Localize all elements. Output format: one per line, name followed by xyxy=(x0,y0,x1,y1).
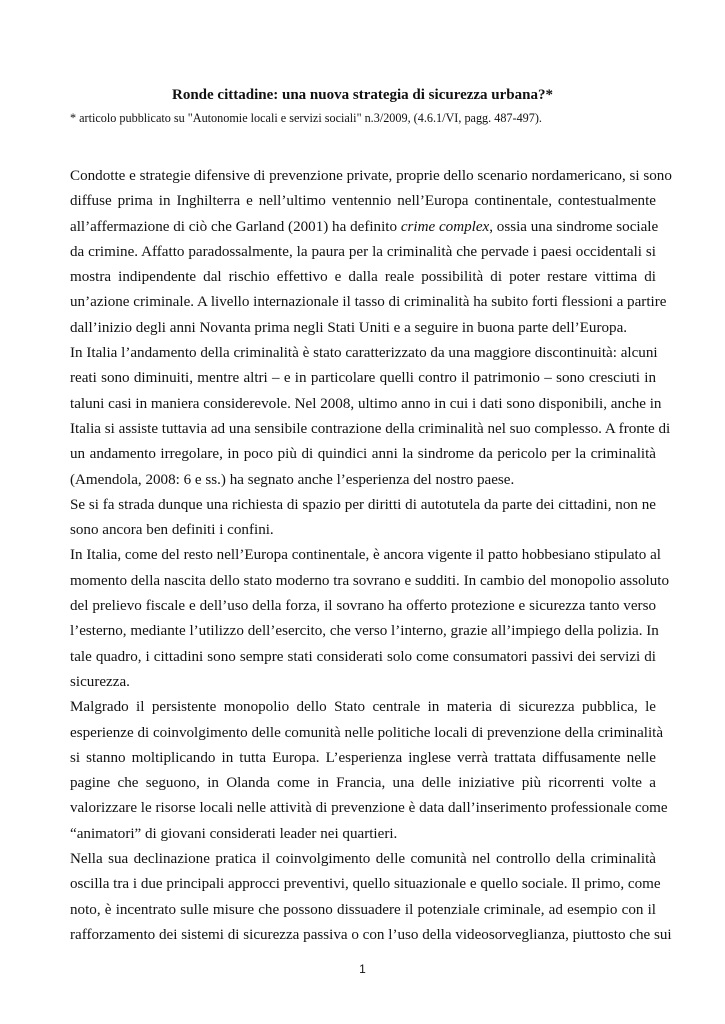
text-line: (Amendola, 2008: 6 e ss.) ha segnato anche l’esperienza del nostro paese. xyxy=(70,471,515,488)
text-line: noto, è incentrato sulle misure che possono dissuadere il potenziale criminale, ad esempio con il xyxy=(70,901,656,918)
text-line: In Italia l’andamento della criminalità è stato caratterizzato da una maggiore discontinuità: alcuni xyxy=(70,345,658,362)
paragraph-3 xyxy=(70,493,656,544)
text-line: un’azione criminale. A livello internazionale il tasso di criminalità ha subito forti flessioni a partire xyxy=(70,294,667,311)
text-line: oscilla tra i due principali approcci preventivi, quello situazionale e quello sociale. Il primo, come xyxy=(70,876,661,893)
text-line: reati sono diminuiti, mentre altri – e in particolare quelli contro il patrimonio – sono cresciuti in xyxy=(70,370,656,387)
paragraph-5 xyxy=(70,695,668,847)
text-line: esperienze di coinvolgimento delle comunità nelle politiche locali di prevenzione della criminalità xyxy=(70,724,664,741)
document-title: Ronde cittadine: una nuova strategia di sicurezza urbana?* xyxy=(172,87,553,103)
text-line: tale quadro, i cittadini sono sempre stati considerati solo come consumatori passivi dei servizi di xyxy=(70,648,656,665)
text-line: si stanno moltiplicando in tutta Europa. L’esperienza inglese verrà trattata diffusamente nelle xyxy=(70,749,656,766)
document-body xyxy=(70,164,672,948)
paragraph-4 xyxy=(70,543,670,695)
text-line: “animatori” di giovani considerati leader nei quartieri. xyxy=(70,825,398,842)
text-segment: all’affermazione di ciò che Garland (2001) ha definito xyxy=(70,218,401,235)
text-line: sono ancora ben definiti i confini. xyxy=(70,522,274,539)
text-line-with-italic xyxy=(70,215,659,240)
text-line: da crimine. Affatto paradossalmente, la paura per la criminalità che pervade i paesi occidentali si xyxy=(70,243,656,260)
text-line: Condotte e strategie difensive di prevenzione private, proprie dello scenario nordamericano, si sono xyxy=(70,168,672,184)
text-line: diffuse prima in Inghilterra e nell’ultimo ventennio nell’Europa continentale, contestualmente xyxy=(70,193,656,210)
text-line: Malgrado il persistente monopolio dello Stato centrale in materia di sicurezza pubblica, le xyxy=(70,699,656,716)
text-line: sicurezza. xyxy=(70,673,130,690)
text-line: valorizzare le risorse locali nelle attività di prevenzione è data dall’inserimento professionale come xyxy=(70,800,668,817)
text-line: taluni casi in maniera considerevole. Nel 2008, ultimo anno in cui i dati sono disponibili, anche in xyxy=(70,395,662,412)
paragraph-6 xyxy=(70,847,672,948)
paragraph-2 xyxy=(70,341,671,493)
page-number: 1 xyxy=(359,962,366,976)
paragraph-1 xyxy=(70,164,672,341)
text-line: Italia si assiste tuttavia ad una sensibile contrazione della criminalità nel suo complesso. A fronte di xyxy=(70,420,671,437)
text-line: Nella sua declinazione pratica il coinvolgimento delle comunità nel controllo della criminalità xyxy=(70,851,656,868)
italic-term: crime complex xyxy=(400,218,490,235)
text-line: momento della nascita dello stato moderno tra sovrano e sudditi. In cambio del monopolio assoluto xyxy=(70,572,670,589)
text-line: pagine che seguono, in Olanda come in Francia, una delle iniziative più ricorrenti volte a xyxy=(70,775,656,792)
text-line: rafforzamento dei sistemi di sicurezza passiva o con l’uso della videosorveglianza, piuttosto che sui xyxy=(70,926,672,943)
text-line: dall’inizio degli anni Novanta prima negli Stati Uniti e a seguire in buona parte dell’Europa. xyxy=(70,319,628,336)
publication-note: * articolo pubblicato su "Autonomie locali e servizi sociali" n.3/2009, (4.6.1/VI, pagg. 487-497). xyxy=(70,111,542,125)
text-line: mostra indipendente dal rischio effettivo e dalla reale possibilità di poter restare vittima di xyxy=(70,269,656,286)
text-segment: , ossia una sindrome sociale xyxy=(489,218,659,235)
text-line: Se si fa strada dunque una richiesta di spazio per diritti di autotutela da parte dei cittadini, non ne xyxy=(70,496,656,513)
text-line: del prelievo fiscale e dell’uso della forza, il sovrano ha offerto protezione e sicurezza tanto verso xyxy=(70,598,656,615)
text-line: In Italia, come del resto nell’Europa continentale, è ancora vigente il patto hobbesiano stipulato al xyxy=(70,547,661,564)
text-line: un andamento irregolare, in poco più di quindici anni la sindrome da pericolo per la criminalità xyxy=(70,446,656,463)
text-line: l’esterno, mediante l’utilizzo dell’esercito, che verso l’interno, grazie all’impiego della polizia. In xyxy=(70,623,659,640)
